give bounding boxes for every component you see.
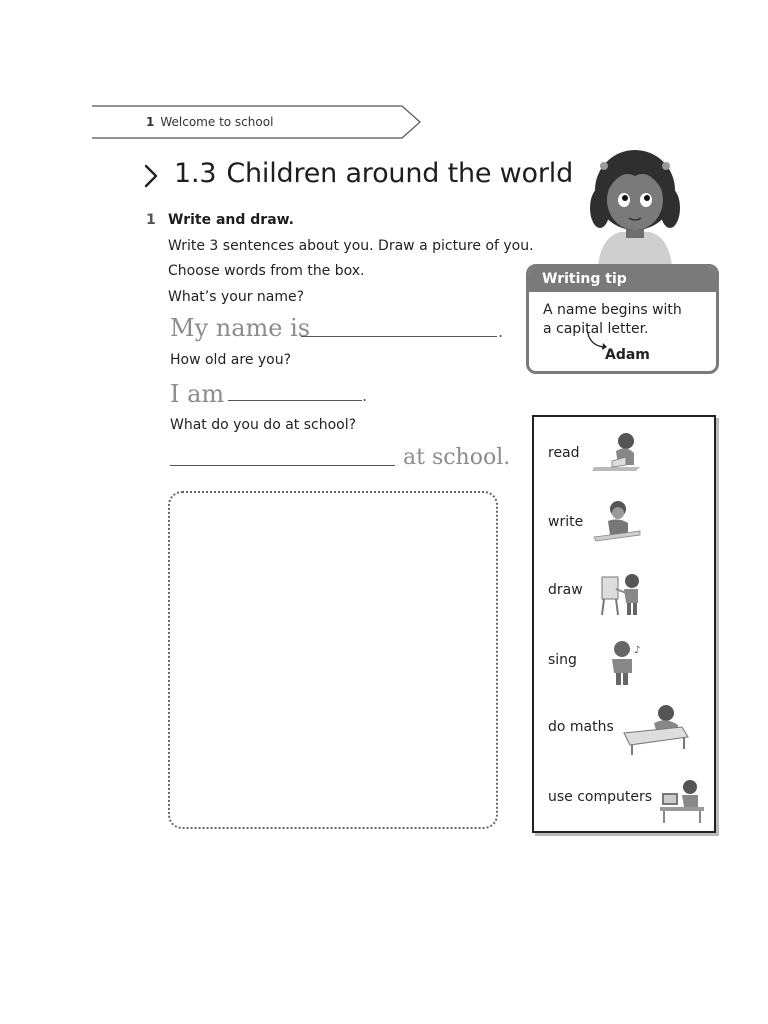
writing-tip-box	[526, 264, 719, 374]
page-title	[174, 158, 573, 189]
unit-banner	[92, 104, 422, 140]
word-item-do-maths: do maths	[548, 719, 614, 735]
child-doing-maths-icon	[622, 703, 692, 755]
writing-tip-line: A name begins with	[543, 302, 682, 318]
svg-text:♪: ♪	[634, 645, 641, 656]
sentence-starter: I am	[170, 380, 225, 408]
answer-line-activity[interactable]	[170, 465, 395, 466]
word-item-read: read	[548, 445, 580, 461]
word-item-use-computers: use computers	[548, 789, 653, 805]
curved-arrow-icon	[585, 327, 607, 351]
writing-tip-heading: Writing tip	[529, 267, 716, 292]
chevron-right-icon	[141, 160, 161, 192]
word-item-write: write	[548, 514, 584, 530]
answer-line-age[interactable]	[228, 400, 362, 401]
child-reading-icon	[590, 429, 646, 473]
sentence-end: .	[362, 386, 368, 405]
exercise-number: 1	[146, 212, 156, 228]
sentence-end: .	[498, 322, 504, 341]
question-prompt: What’s your name?	[168, 289, 305, 305]
word-item-draw: draw	[548, 582, 583, 598]
word-item-sing: sing	[548, 652, 577, 668]
child-using-computer-icon	[660, 777, 708, 823]
sentence-starter: My name is	[170, 314, 311, 342]
sentence-ending: at school.	[403, 445, 511, 470]
unit-label	[146, 115, 273, 129]
question-prompt: What do you do at school?	[170, 417, 357, 433]
child-drawing-icon	[598, 571, 644, 617]
question-prompt: How old are you?	[170, 352, 292, 368]
unit-number: 1	[146, 115, 155, 129]
child-singing-icon	[606, 639, 644, 687]
child-writing-icon	[590, 499, 644, 545]
exercise-title: Write and draw.	[168, 212, 294, 228]
writing-tip-line: a capital letter.	[543, 321, 649, 337]
writing-tip-text	[543, 301, 682, 339]
unit-title: Welcome to school	[160, 115, 274, 129]
answer-line-name[interactable]	[301, 336, 497, 337]
lesson-title: Children around the world	[226, 158, 574, 189]
writing-tip-example: Adam	[605, 347, 650, 363]
instruction-line: Write 3 sentences about you. Draw a picture of you.	[168, 238, 534, 254]
girl-illustration	[580, 146, 690, 268]
drawing-area[interactable]	[168, 491, 498, 829]
word-box	[532, 415, 716, 833]
lesson-number: 1.3	[174, 158, 217, 189]
instruction-line: Choose words from the box.	[168, 263, 365, 279]
